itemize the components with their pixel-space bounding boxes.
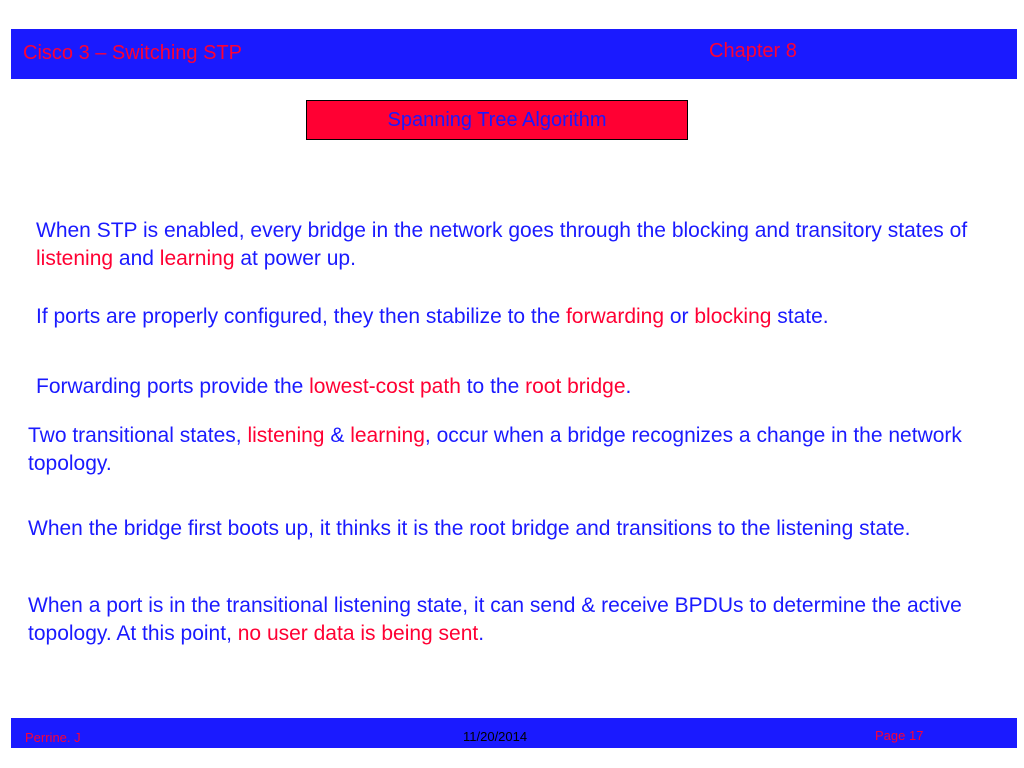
highlight-listening: listening [247,424,325,447]
text: at power up. [234,247,356,270]
text: . [478,622,485,645]
chapter-label: Chapter 8 [709,40,797,62]
text: If ports are properly configured, they then stabilize to the [36,305,566,328]
paragraph-transitional-states [28,422,988,478]
paragraph-ports-configured [36,303,986,331]
text: When STP is enabled, every bridge in the network goes through the blocking and transitory states of [36,219,968,242]
highlight-learning: learning [159,247,235,270]
text: or [664,305,695,328]
text: When the bridge first boots up, it thinks it is the root bridge and transitions to the listening state. [28,517,911,540]
text: to the [460,375,526,398]
highlight-lowest-cost-path: lowest-cost path [309,375,461,398]
footer-bar [11,718,1017,748]
text: state. [771,305,829,328]
text: Forwarding ports provide the [36,375,310,398]
text: & [324,424,351,447]
paragraph-forwarding-ports [36,373,986,401]
slide-title: Spanning Tree Algorithm [306,100,688,140]
highlight-blocking: blocking [694,305,772,328]
paragraph-listening-state [28,592,988,648]
course-title: Cisco 3 – Switching STP [23,42,242,64]
paragraph-stp-enabled [36,217,986,273]
paragraph-bridge-boot [28,515,988,543]
footer-date: 11/20/2014 [463,729,528,744]
text: , occur when a bridge recognizes a change in the network topology. [28,424,962,475]
footer-author: Perrine. J [25,730,81,745]
text: . [625,375,632,398]
text: When a port is in the transitional listening state, it can send & receive BPDUs to determine the active topology. At this point, [28,594,962,645]
highlight-no-user-data: no user data is being sent [237,622,479,645]
text: Two transitional states, [28,424,248,447]
highlight-learning: learning [350,424,425,447]
highlight-listening: listening [36,247,114,270]
footer-page-number: Page 17 [875,728,924,743]
highlight-forwarding: forwarding [565,305,665,328]
highlight-root-bridge: root bridge [525,375,626,398]
header-bar [11,29,1017,79]
text: and [113,247,160,270]
